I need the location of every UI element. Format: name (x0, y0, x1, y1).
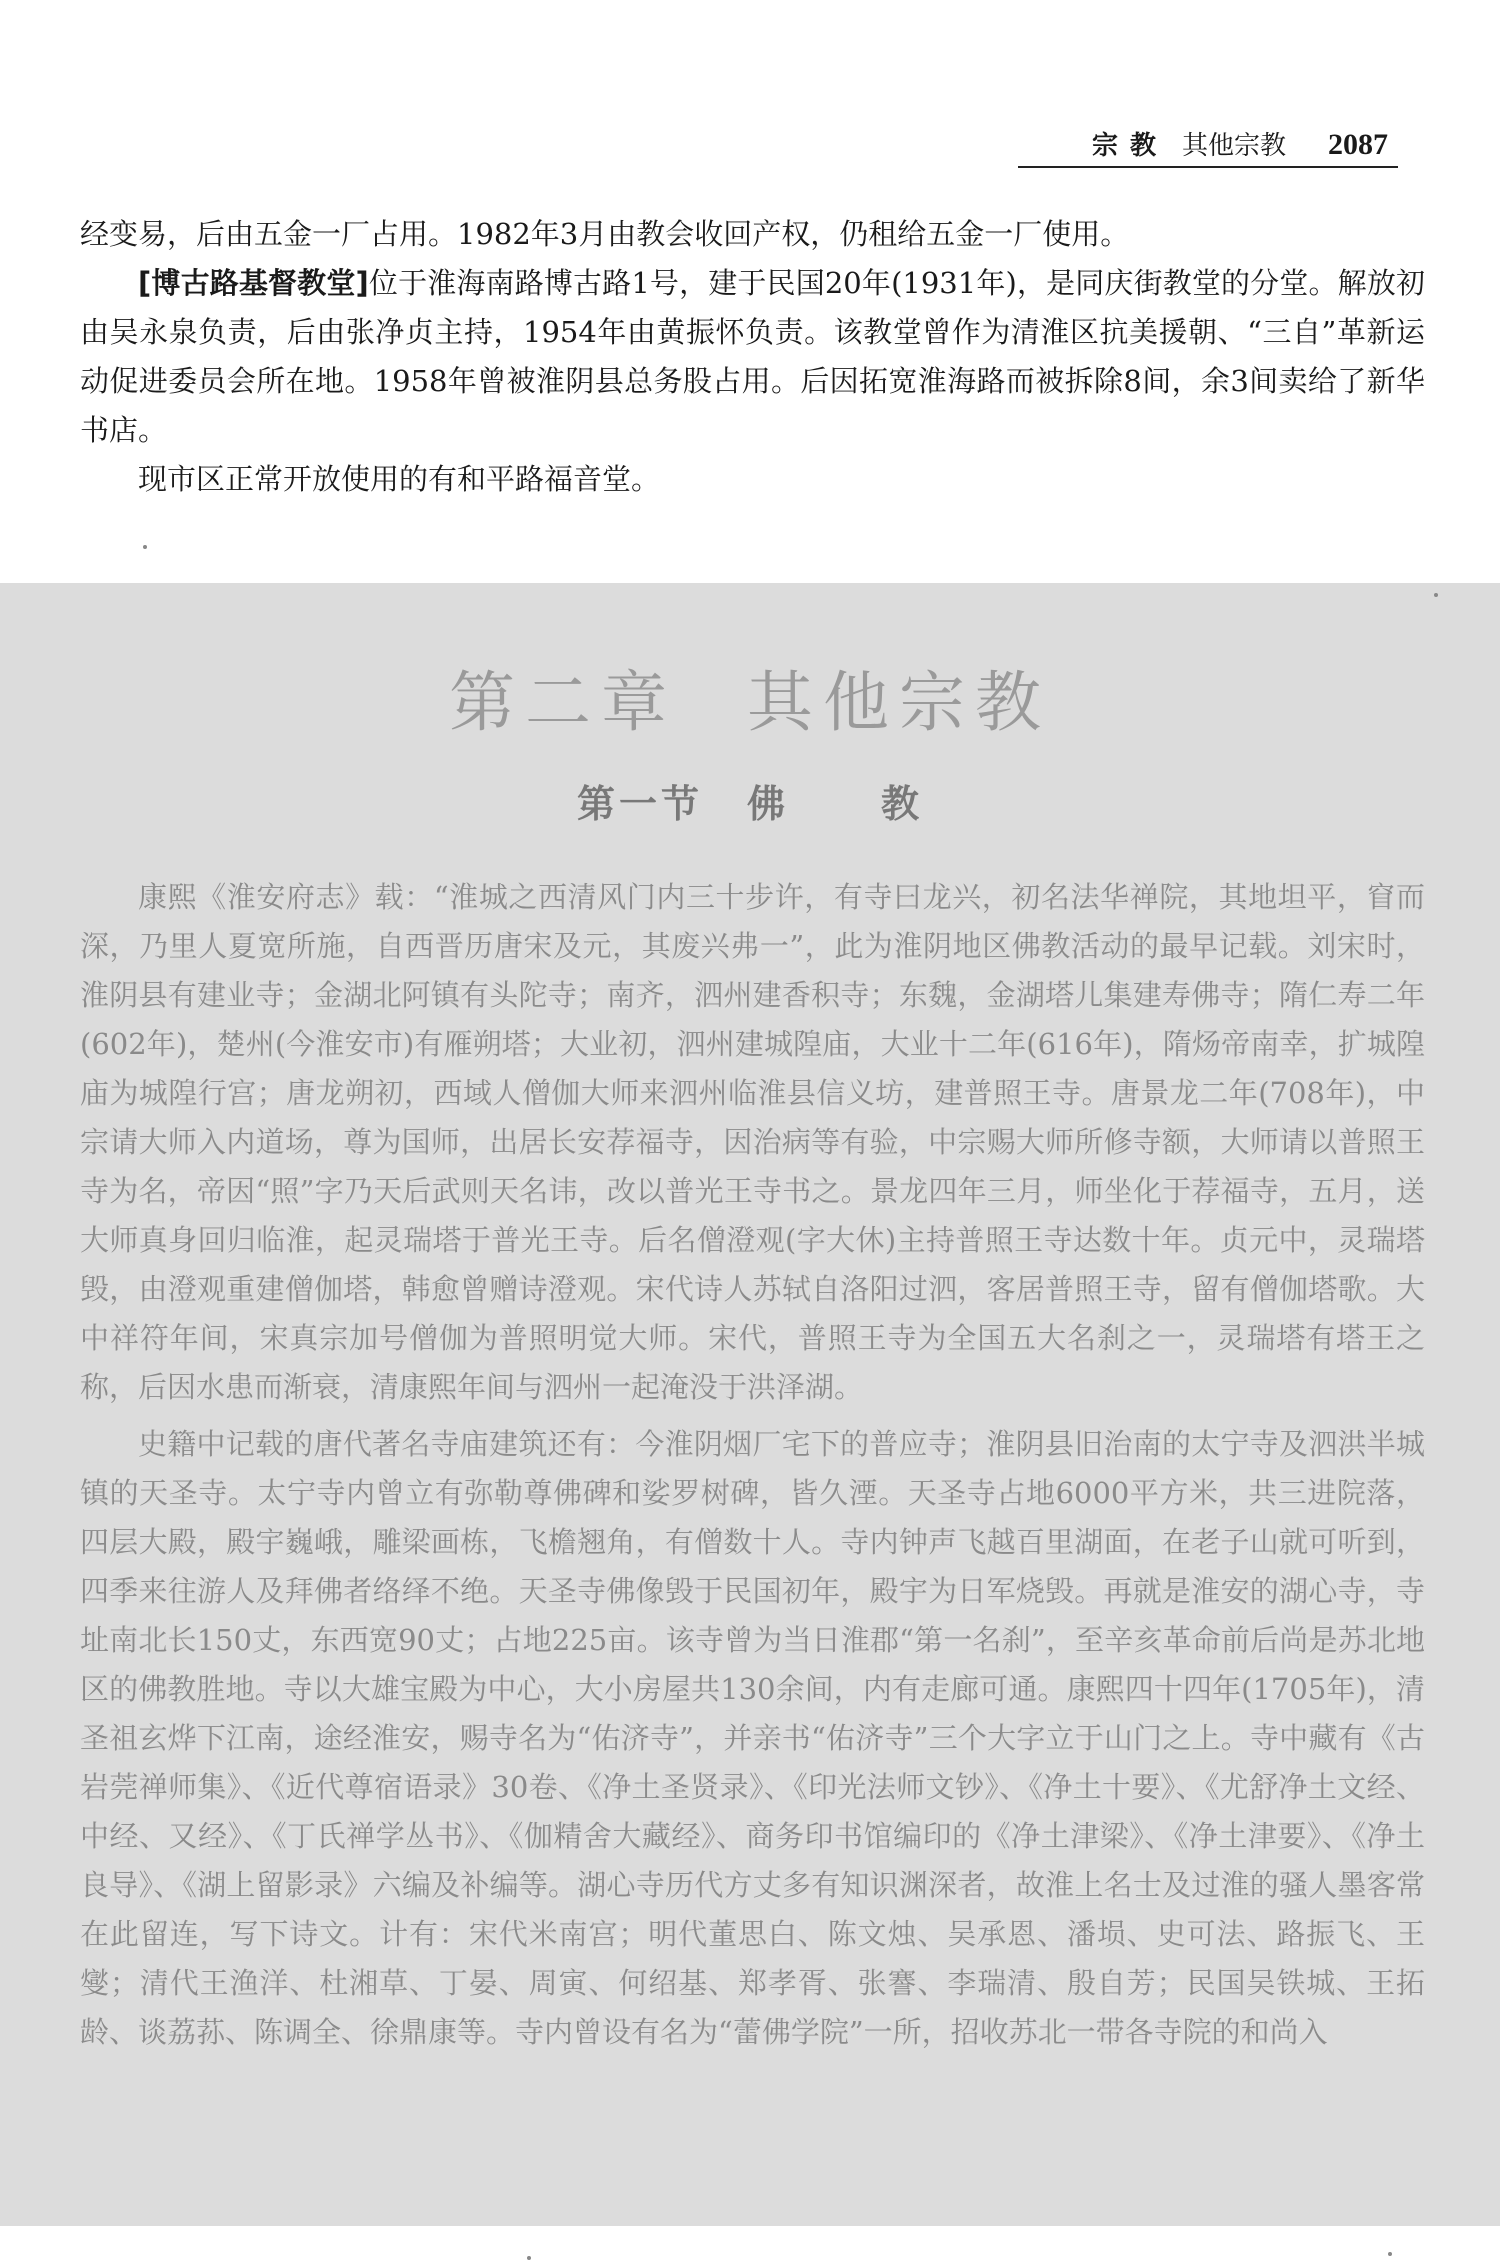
chapter-region (0, 583, 1500, 2226)
top-paragraph-2 (80, 259, 1425, 455)
scan-speck (143, 545, 147, 549)
top-paragraph-2-body: 位于淮海南路博古路1号，建于民国20年(1931年)，是同庆街教堂的分堂。解放初由吴永泉负责，后由张净贞主持，1954年由黄振怀负责。该教堂曾作为清淮区抗美援朝、“三自”革新运动促进委员会所在地。1958年曾被淮阴县总务股占用。后因拓宽淮海路而被拆除8间，余3间卖给了新华书店。 (80, 266, 1425, 447)
chapter-number: 第二章 (449, 664, 677, 741)
section-title-char-2: 教 (881, 782, 924, 826)
header-category: 宗教 (1091, 131, 1168, 161)
scan-speck (527, 2256, 531, 2260)
section-body (80, 873, 1425, 2065)
page-number: 2087 (1328, 128, 1388, 161)
running-header (1018, 128, 1398, 168)
top-text-block (80, 210, 1425, 504)
header-subcategory: 其他宗教 (1181, 131, 1286, 161)
section-title-char-1: 佛 (746, 782, 789, 826)
body-paragraph-2: 史籍中记载的唐代著名寺庙建筑还有：今淮阴烟厂宅下的普应寺；淮阴县旧治南的太宁寺及泗洪半城镇的天圣寺。太宁寺内曾立有弥勒尊佛碑和娑罗树碑，皆久湮。天圣寺占地6000平方米，共三进院落，四层大殿，殿宇巍峨，雕梁画栋，飞檐翘角，有僧数十人。寺内钟声飞越百里湖面，在老子山就可听到，四季来往游人及拜佛者络绎不绝。天圣寺佛像毁于民国初年，殿宇为日军烧毁。再就是淮安的湖心寺，寺址南北长150丈，东西宽90丈；占地225亩。该寺曾为当日淮郡“第一名刹”，至辛亥革命前后尚是苏北地区的佛教胜地。寺以大雄宝殿为中心，大小房屋共130余间，内有走廊可通。康熙四十四年(1705年)，清圣祖玄烨下江南，途经淮安，赐寺名为“佑济寺”，并亲书“佑济寺”三个大字立于山门之上。寺中藏有《古岩莞禅师集》、《近代尊宿语录》30卷、《净土圣贤录》、《印光法师文钞》、《净土十要》、《尤舒净土文经、中经、又经》、《丁氏禅学丛书》、《伽精舍大藏经》、商务印书馆编印的《净土津梁》、《净土津要》、《净土良导》、《湖上留影录》六编及补编等。湖心寺历代方丈多有知识渊深者，故淮上名士及过淮的骚人墨客常在此留连，写下诗文。计有：宋代米南宫；明代董思白、陈文烛、吴承恩、潘埙、史可法、路振飞、王燮；清代王渔洋、杜湘草、丁晏、周寅、何绍基、郑孝胥、张謇、李瑞清、殷自芳；民国吴铁城、王拓龄、谈荔荪、陈调全、徐鼎康等。寺内曾设有名为“蕾佛学院”一所，招收苏北一带各寺院的和尚入 (80, 1427, 1425, 2049)
chapter-title (0, 649, 1500, 744)
chapter-name: 其他宗教 (747, 664, 1051, 741)
section-number: 第一节 (576, 782, 703, 826)
top-paragraph-1: 经变易，后由五金一厂占用。1982年3月由教会收回产权，仍租给五金一厂使用。 (80, 217, 1130, 251)
section-title (0, 773, 1500, 828)
scan-speck (1388, 2252, 1392, 2256)
entry-term: [博古路基督教堂] (138, 266, 369, 300)
scan-speck (1434, 593, 1438, 597)
body-paragraph-1: 康熙《淮安府志》载：“淮城之西清风门内三十步许，有寺曰龙兴，初名法华禅院，其地坦平，窅而深，乃里人夏宽所施，自西晋历唐宋及元，其废兴弗一”，此为淮阴地区佛教活动的最早记载。刘宋时，淮阴县有建业寺；金湖北阿镇有头陀寺；南齐，泗州建香积寺；东魏，金湖塔儿集建寿佛寺；隋仁寿二年(602年)，楚州(今淮安市)有雁朔塔；大业初，泗州建城隍庙，大业十二年(616年)，隋炀帝南幸，扩城隍庙为城隍行宫；唐龙朔初，西域人僧伽大师来泗州临淮县信义坊，建普照王寺。唐景龙二年(708年)，中宗请大师入内道场，尊为国师，出居长安荐福寺，因治病等有验，中宗赐大师所修寺额，大师请以普照王寺为名，帝因“照”字乃天后武则天名讳，改以普光王寺书之。景龙四年三月，师坐化于荐福寺，五月，送大师真身回归临淮，起灵瑞塔于普光王寺。后名僧澄观(字大休)主持普照王寺达数十年。贞元中，灵瑞塔毁，由澄观重建僧伽塔，韩愈曾赠诗澄观。宋代诗人苏轼自洛阳过泗，客居普照王寺，留有僧伽塔歌。大中祥符年间，宋真宗加号僧伽为普照明觉大师。宋代，普照王寺为全国五大名刹之一，灵瑞塔有塔王之称，后因水患而渐衰，清康熙年间与泗州一起淹没于洪泽湖。 (80, 880, 1425, 1404)
top-paragraph-3: 现市区正常开放使用的有和平路福音堂。 (138, 462, 661, 496)
